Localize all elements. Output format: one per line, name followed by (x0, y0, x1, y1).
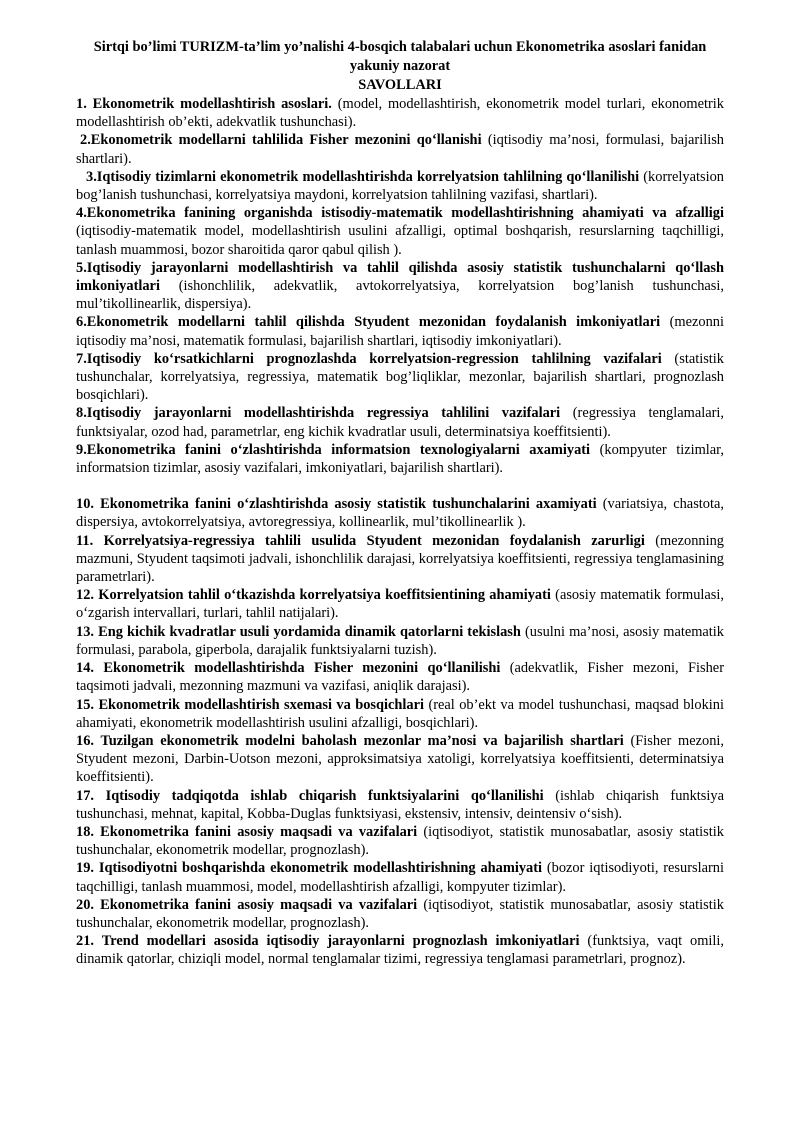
question-detail: (mezonning mazmuni, Styudent taqsimoti jadvali, ishonchlilik darajasi, korrelyatsiya koeffitsienti, regressiya tenglamasining parametrlari). (76, 532, 724, 586)
question-heading (76, 205, 724, 221)
question-title: Iqtisodiyotni boshqarishda ekonometrik modellashtirishning ahamiyati (98, 860, 543, 877)
question-item (76, 168, 724, 204)
question-detail: (iqtisodiyot, statistik munosabatlar, asosiy statistik tushunchalar, ekonometrik modellar, prognozlash). (76, 896, 724, 931)
question-number: 14. (76, 660, 94, 677)
question-heading (76, 405, 560, 421)
question-number: 12. (76, 587, 94, 604)
question-title: Ekonometrik modellashtirish sxemasi va bosqichlari (98, 696, 424, 713)
question-detail: (ishlab chiqarish funktsiya tushunchasi, mehnat, kapital, Kobba-Duglas funktsiyasi, ekstensiv, intensiv, deintensiv o‘sish). (76, 787, 724, 822)
question-title: Ekonometrik modellarni tahlilida Fisher mezonini qo‘llanishi (90, 132, 482, 149)
question-item (76, 350, 724, 405)
question-title: Iqtisodiy jarayonlarni modellashtirishda regressiya tahlilini vazifalari (86, 405, 561, 422)
question-number: 18. (76, 823, 94, 840)
question-title: Iqtisodiy tizimlarni ekonometrik modellashtirishda korrelyatsion tahlilning qo‘llanilishi (96, 168, 640, 185)
question-title: Ekonometrik modellarni tahlil qilishda Styudent mezonidan foydalanish imkoniyatlari (86, 314, 661, 331)
question-detail: (variatsiya, chastota, dispersiya, avtokorrelyatsiya, avtoregressiya, kollinearlik, mul’tikollinearlik ). (76, 496, 724, 531)
question-title: Ekonometrik modellashtirishda Fisher mezonini qo‘llanilishi (103, 660, 501, 677)
question-item (76, 95, 724, 131)
question-item (76, 131, 724, 167)
question-number: 6. (76, 314, 87, 331)
question-detail: (statistik tushunchalar, korrelyatsiya, regressiya, matematik bog’liqliklar, mezonlar, bajarilish shartlari, prognozlash bosqichlari). (76, 350, 724, 404)
question-detail: (kompyuter tizimlar, informatsion tizimlar, asosiy vazifalari, imkoniyatlari, bajarilish shartlari). (76, 441, 724, 477)
question-detail: (real ob’ekt va model tushunchasi, maqsad blokini ahamiyati, ekonometrik modellashtirish usulini afzalligi, bosqichlari). (76, 696, 724, 731)
question-title: Korrelyatsiya-regressiya tahlili usulida Styudent mezonidan foydalanish zarurligi (103, 532, 645, 549)
question-heading (76, 442, 590, 458)
question-item (76, 204, 724, 259)
blank-line (76, 477, 724, 495)
question-number: 5. (76, 259, 87, 276)
question-detail: (iqtisodiy-matematik model, modellashtirish usulini afzalligi, optimal boshqarish, resurslarning taqchilligi, tanlash muammosi, bozor sharoitida qaror qabul qilish ). (76, 223, 724, 258)
question-heading (76, 788, 544, 804)
question-heading (76, 897, 417, 913)
question-number: 16. (76, 732, 94, 749)
question-item (76, 896, 724, 932)
question-heading (76, 697, 424, 713)
question-detail: (model, modellashtirish, ekonometrik model turlari, ekonometrik modellashtirish ob’ekti, adekvatlik tushunchasi). (76, 96, 724, 131)
question-item (76, 586, 724, 622)
question-title: Ekonometrika fanini o‘zlashtirishda asosiy statistik tushunchalarini axamiyati (100, 496, 597, 513)
question-detail: (iqtisodiyot, statistik munosabatlar, asosiy statistik tushunchalar, ekonometrik modellar, prognozlash). (76, 823, 724, 859)
question-heading (80, 132, 482, 148)
question-number: 19. (76, 860, 94, 877)
question-item (76, 441, 724, 477)
question-number: 1. (76, 96, 87, 112)
question-number: 13. (76, 623, 94, 640)
question-heading (76, 624, 521, 640)
question-heading (76, 533, 645, 549)
question-number: 11. (76, 532, 94, 549)
question-detail: (adekvatlik, Fisher mezoni, Fisher taqsimoti jadvali, mezonning mazmuni va vazifasi, aniqlik darajasi). (76, 660, 724, 695)
question-item (76, 859, 724, 895)
question-number: 9. (76, 441, 87, 458)
question-title: Eng kichik kvadratlar usuli yordamida dinamik qatorlarni tekislash (98, 623, 521, 640)
question-item (76, 532, 724, 587)
question-number: 17. (76, 787, 94, 804)
question-title: Korrelyatsion tahlil o‘tkazishda korrelyatsiya koeffitsientining ahamiyati (98, 587, 551, 604)
question-detail: (usulni ma’nosi, asosiy matematik formulasi, parabola, giperbola, darajalik funktsiyalarni tuzish). (76, 623, 725, 658)
question-item (76, 787, 724, 823)
question-number: 8. (76, 405, 87, 422)
document-subtitle: SAVOLLARI (358, 77, 442, 93)
question-title: Trend modellari asosida iqtisodiy jarayonlarni prognozlash imkoniyatlari (101, 933, 580, 950)
question-heading (76, 351, 662, 367)
question-list (76, 95, 724, 969)
question-title: Ekonometrika fanini asosiy maqsadi va vazifalari (100, 896, 418, 913)
question-detail: (regressiya tenglamalari, funktsiyalar, ozod had, parametrlar, eng kichik kvadratlar usuli, determinatsiya koeffitsienti). (76, 405, 724, 440)
question-heading (76, 587, 551, 603)
question-number: 4. (76, 205, 87, 222)
question-detail: (iqtisodiy ma’nosi, formulasi, bajarilish shartlari). (76, 132, 724, 167)
question-number: 2. (80, 132, 91, 149)
question-heading (86, 169, 639, 185)
question-detail: (bozor iqtisodiyoti, resurslarni taqchilligi, tanlash muammosi, model, modellashtirish afzalligi, kompyuter tizimlar). (76, 860, 724, 895)
question-title: Iqtisodiy tadqiqotda ishlab chiqarish funktsiyalarini qo‘llanilishi (105, 787, 544, 804)
question-item (76, 696, 724, 732)
question-number: 7. (76, 350, 87, 367)
question-heading (76, 96, 332, 112)
question-title: Iqtisodiy ko‘rsatkichlarni prognozlashda korrelyatsion-regression tahlilning vazifalari (86, 350, 662, 367)
question-heading (76, 496, 597, 512)
question-detail: (funktsiya, vaqt omili, dinamik qatorlar, chiziqli model, normal tenglamalar tizimi, regressiya tenglamasi parametrlari, prognoz). (76, 933, 724, 968)
question-number: 3. (86, 168, 97, 185)
question-title: Ekonometrika fanining organishda istisodiy-matematik modellashtirishning ahamiyati va afzalligi (86, 205, 724, 222)
question-item (76, 623, 724, 659)
question-number: 10. (76, 496, 94, 513)
question-detail: (Fisher mezoni, Styudent mezoni, Darbin-Uotson mezoni, approksimatsiya xatoligi, korrelyatsiya koeffitsienti, determinatsiya koeffitsienti). (76, 732, 724, 786)
question-item (76, 823, 724, 859)
question-heading (76, 314, 660, 330)
document-title: Sirtqi bo’limi TURIZM-ta’lim yo’nalishi 4-bosqich talabalari uchun Ekonometrika asoslari fanidan yakuniy nazorat (93, 39, 707, 74)
question-title: Tuzilgan ekonometrik modelni baholash mezonlar ma’nosi va bajarilish shartlari (100, 732, 624, 749)
question-item (76, 259, 724, 314)
question-item (76, 732, 724, 787)
question-heading (76, 733, 624, 749)
question-detail: (ishonchlilik, adekvatlik, avtokorrelyatsiya, korrelyatsion bog’lanish tushunchasi, mul’tikollinearlik, dispersiya). (76, 278, 724, 313)
question-detail: (mezonni iqtisodiy ma’nosi, matematik formulasi, bajarilish shartlari, iqtisodiy imkoniyatlari). (76, 314, 724, 349)
question-title: Ekonometrika fanini asosiy maqsadi va vazifalari (100, 823, 418, 840)
question-number: 21. (76, 933, 94, 950)
question-item (76, 659, 724, 695)
question-heading (76, 933, 579, 949)
question-item (76, 313, 724, 349)
question-title: Iqtisodiy jarayonlarni modellashtirish va tahlil qilishda asosiy statistik tushunchalarni qo‘llash imkoniyatlari (76, 259, 724, 295)
question-title: Ekonometrika fanini o‘zlashtirishda informatsion texnologiyalarni axamiyati (86, 441, 591, 458)
question-heading (76, 660, 500, 676)
question-detail: (asosiy matematik formulasi, o‘zgarish intervallari, turlari, tahlil natijalari). (76, 587, 724, 622)
question-item (76, 932, 724, 968)
question-title: Ekonometrik modellashtirish asoslari. (92, 96, 332, 112)
question-heading (76, 860, 542, 876)
question-detail: (korrelyatsion bog’lanish tushunchasi, korrelyatsiya maydoni, korrelyatsion tahlilning vazifasi, shartlari). (76, 168, 724, 204)
question-item (76, 404, 724, 440)
question-number: 20. (76, 896, 94, 913)
question-heading (76, 824, 417, 840)
question-item (76, 495, 724, 531)
question-number: 15. (76, 696, 94, 713)
